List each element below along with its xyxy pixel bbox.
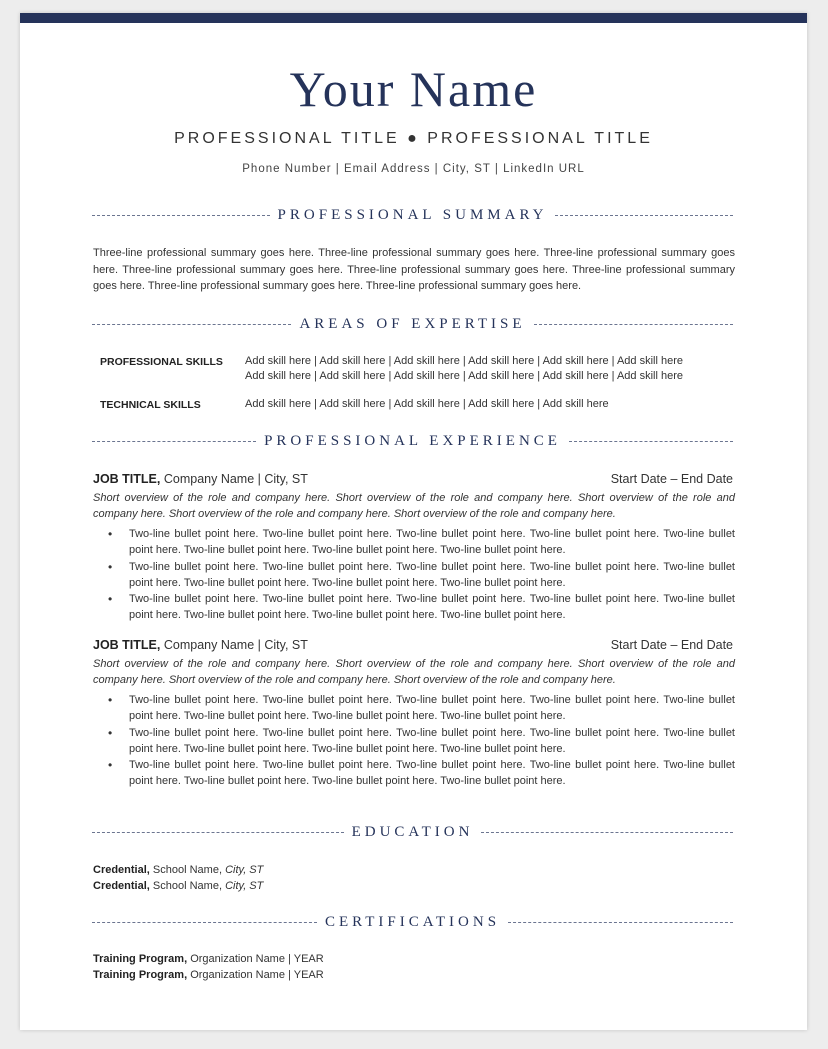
heading-text: AREAS OF EXPERTISE — [299, 316, 526, 332]
bullet-item — [108, 526, 735, 558]
school-name: School Name, — [149, 864, 226, 876]
professional-skills-line: Add skill here | Add skill here | Add skill here | Add skill here | Add skill here | Add skill here — [245, 355, 684, 367]
top-accent-bar — [20, 13, 807, 23]
bullet-dot-icon: • — [108, 559, 113, 574]
heading-text: PROFESSIONAL EXPERIENCE — [264, 433, 561, 449]
heading-divider — [534, 324, 733, 325]
section-heading-summary — [92, 207, 733, 224]
section-heading-certifications — [92, 914, 733, 931]
resume-page — [20, 13, 807, 1030]
section-heading-expertise — [92, 316, 733, 333]
bullet-dot-icon: • — [108, 725, 113, 740]
school-location: City, ST — [225, 880, 264, 892]
heading-divider — [92, 324, 291, 325]
bullet-dot-icon: • — [108, 527, 113, 541]
training-program: Training Program, — [93, 953, 188, 965]
heading-divider — [92, 215, 270, 216]
job-company: Company Name | City, ST — [160, 472, 308, 486]
bullet-dot-icon: • — [108, 693, 113, 707]
certification-item — [93, 951, 324, 967]
heading-text: PROFESSIONAL SUMMARY — [277, 207, 548, 223]
school-name: School Name, — [149, 880, 226, 892]
summary-text: Three-line professional summary goes here. Three-line professional summary goes here. Three-line professional summary goes here. Three-line professional summary goes here. Three-line professional summary goes here. Three-line professional summary goes here. Three-line professional summary goes here. Three-line professional summary goes here. — [93, 247, 735, 292]
education-item — [93, 878, 263, 894]
heading-divider — [508, 922, 733, 923]
education-item — [93, 862, 263, 878]
training-program: Training Program, — [93, 969, 188, 981]
bullet-text: Two-line bullet point here. Two-line bullet point here. Two-line bullet point here. Two-line bullet point here. Two-line bullet point here. Two-line bullet point here. Two-line bullet point here. Two-line bullet point here. — [129, 528, 735, 556]
candidate-name: Your Name — [289, 61, 538, 117]
professional-skills-label: PROFESSIONAL SKILLS — [100, 356, 223, 368]
professional-skills-line: Add skill here | Add skill here | Add skill here | Add skill here | Add skill here | Add skill here — [245, 370, 684, 382]
organization: Organization Name | YEAR — [187, 969, 324, 981]
job-company: Company Name | City, ST — [160, 638, 308, 652]
organization: Organization Name | YEAR — [187, 953, 324, 965]
heading-text: EDUCATION — [351, 824, 474, 840]
section-heading-experience — [92, 433, 733, 450]
credential: Credential, — [93, 864, 150, 876]
heading-divider — [92, 922, 317, 923]
bullet-item — [108, 692, 735, 724]
job-overview: Short overview of the role and company here. Short overview of the role and company here. Short overview of the role and company here. Short overview of the role and company here. Short overview of the role and company here. — [93, 658, 735, 686]
bullet-text: Two-line bullet point here. Two-line bullet point here. Two-line bullet point here. Two-line bullet point here. Two-line bullet point here. Two-line bullet point here. Two-line bullet point here. Two-line bullet point here. — [129, 560, 735, 589]
heading-divider — [481, 832, 733, 833]
bullet-text: Two-line bullet point here. Two-line bullet point here. Two-line bullet point here. Two-line bullet point here. Two-line bullet point here. Two-line bullet point here. Two-line bullet point here. Two-line bullet point here. — [129, 759, 735, 787]
heading-divider — [92, 441, 256, 442]
certification-item — [93, 967, 324, 983]
heading-text: CERTIFICATIONS — [324, 914, 501, 930]
section-heading-education — [92, 824, 733, 841]
bullet-dot-icon: • — [108, 758, 113, 772]
bullet-item — [108, 559, 735, 591]
school-location: City, ST — [225, 864, 264, 876]
bullet-dot-icon: • — [108, 592, 113, 606]
credential: Credential, — [93, 880, 150, 892]
bullet-text: Two-line bullet point here. Two-line bullet point here. Two-line bullet point here. Two-line bullet point here. Two-line bullet point here. Two-line bullet point here. Two-line bullet point here. Two-line bullet point here. — [129, 694, 735, 722]
job-header — [93, 636, 733, 654]
bullet-text: Two-line bullet point here. Two-line bullet point here. Two-line bullet point here. Two-line bullet point here. Two-line bullet point here. Two-line bullet point here. Two-line bullet point here. Two-line bullet point here. — [129, 593, 735, 621]
heading-divider — [555, 215, 733, 216]
bullet-text: Two-line bullet point here. Two-line bullet point here. Two-line bullet point here. Two-line bullet point here. Two-line bullet point here. Two-line bullet point here. Two-line bullet point here. Two-line bullet point here. — [129, 726, 735, 755]
job-header — [93, 470, 733, 488]
heading-divider — [569, 441, 733, 442]
contact-line: Phone Number | Email Address | City, ST | LinkedIn URL — [242, 163, 585, 175]
job-title: JOB TITLE, — [93, 638, 161, 652]
technical-skills-label: TECHNICAL SKILLS — [100, 399, 201, 411]
job-dates: Start Date – End Date — [610, 638, 733, 652]
job-bullets — [108, 692, 735, 790]
job-bullets — [108, 526, 735, 624]
bullet-item — [108, 757, 735, 789]
job-dates: Start Date – End Date — [610, 472, 733, 486]
heading-divider — [92, 832, 344, 833]
technical-skills-line: Add skill here | Add skill here | Add skill here | Add skill here | Add skill here — [245, 398, 609, 410]
bullet-item — [108, 591, 735, 623]
job-title: JOB TITLE, — [93, 472, 161, 486]
professional-titles: PROFESSIONAL TITLE ● PROFESSIONAL TITLE — [174, 130, 653, 147]
job-overview: Short overview of the role and company here. Short overview of the role and company here. Short overview of the role and company here. Short overview of the role and company here. Short overview of the role and company here. — [93, 492, 735, 520]
bullet-item — [108, 725, 735, 757]
